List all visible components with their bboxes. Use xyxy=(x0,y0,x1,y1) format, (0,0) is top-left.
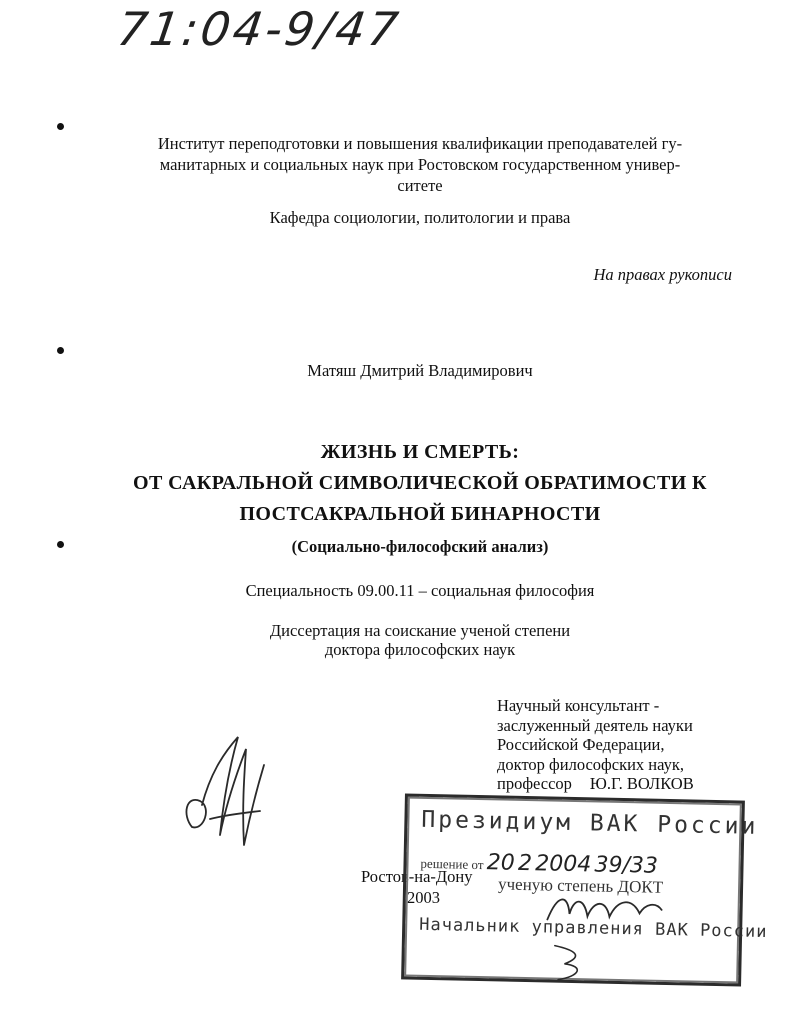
consultant-name: Ю.Г. ВОЛКОВ xyxy=(589,774,694,793)
institute-name xyxy=(100,133,740,196)
stamp-decision-day: 20 xyxy=(486,850,516,876)
dissertation-title xyxy=(60,437,780,530)
title-line: ПОСТСАКРАЛЬНОЙ БИНАРНОСТИ xyxy=(239,503,601,525)
consultant-line: доктор философских наук, xyxy=(497,754,684,774)
publication-year: 2003 xyxy=(407,888,440,907)
title-line: ЖИЗНЬ И СМЕРТЬ: xyxy=(320,441,520,463)
institute-line: Институт переподготовки и повышения квалификации преподавателей гу- xyxy=(157,134,683,153)
title-line: ОТ САКРАЛЬНОЙ СИМВОЛИЧЕСКОЙ ОБРАТИМОСТИ К xyxy=(133,472,707,494)
binding-hole-marker xyxy=(57,541,64,548)
institute-line: ситете xyxy=(397,176,443,195)
stamp-head-of-department: Начальник управления ВАК России xyxy=(419,914,768,943)
author-signature xyxy=(180,735,275,855)
specialty-line: Специальность 09.00.11 – социальная философия xyxy=(245,581,595,600)
dissertation-subtitle: (Социально-философский анализ) xyxy=(291,537,549,556)
stamp-decision-number: 39/33 xyxy=(594,852,659,879)
consultant-line: заслуженный деятель науки xyxy=(497,715,693,735)
handwritten-registration-number: 71:04-9/47 xyxy=(114,2,405,56)
stamp-decision-year: 2004 xyxy=(535,851,592,878)
stamp-decision-line xyxy=(420,849,658,879)
consultant-position: профессор xyxy=(497,774,572,793)
degree-line: Диссертация на соискание ученой степени xyxy=(269,621,571,640)
scientific-consultant xyxy=(497,696,694,794)
manuscript-rights-note: На правах рукописи xyxy=(593,265,732,284)
author-name: Матяш Дмитрий Владимирович xyxy=(307,361,533,380)
stamp-decision-label: решение от xyxy=(420,855,484,873)
publication-city: Ростов-на-Дону xyxy=(361,867,473,886)
consultant-line: Научный консультант - xyxy=(497,696,660,715)
consultant-line: Российской Федерации, xyxy=(497,735,665,754)
department-name: Кафедра социологии, политологии и права xyxy=(269,208,571,227)
institute-line: манитарных и социальных наук при Ростовском государственном универ- xyxy=(159,155,681,174)
vak-approval-stamp xyxy=(401,793,768,986)
stamp-initials-mark xyxy=(544,941,605,982)
binding-hole-marker xyxy=(57,123,64,130)
stamp-degree-line: ученую степень ДОКТ xyxy=(497,874,664,897)
degree-line: доктора философских наук xyxy=(324,640,516,659)
consultant-line xyxy=(497,774,694,794)
binding-hole-marker xyxy=(57,347,64,354)
degree-statement xyxy=(100,621,740,659)
stamp-title: Президиум ВАК России xyxy=(421,806,759,840)
stamp-decision-month: 2 xyxy=(517,850,533,877)
